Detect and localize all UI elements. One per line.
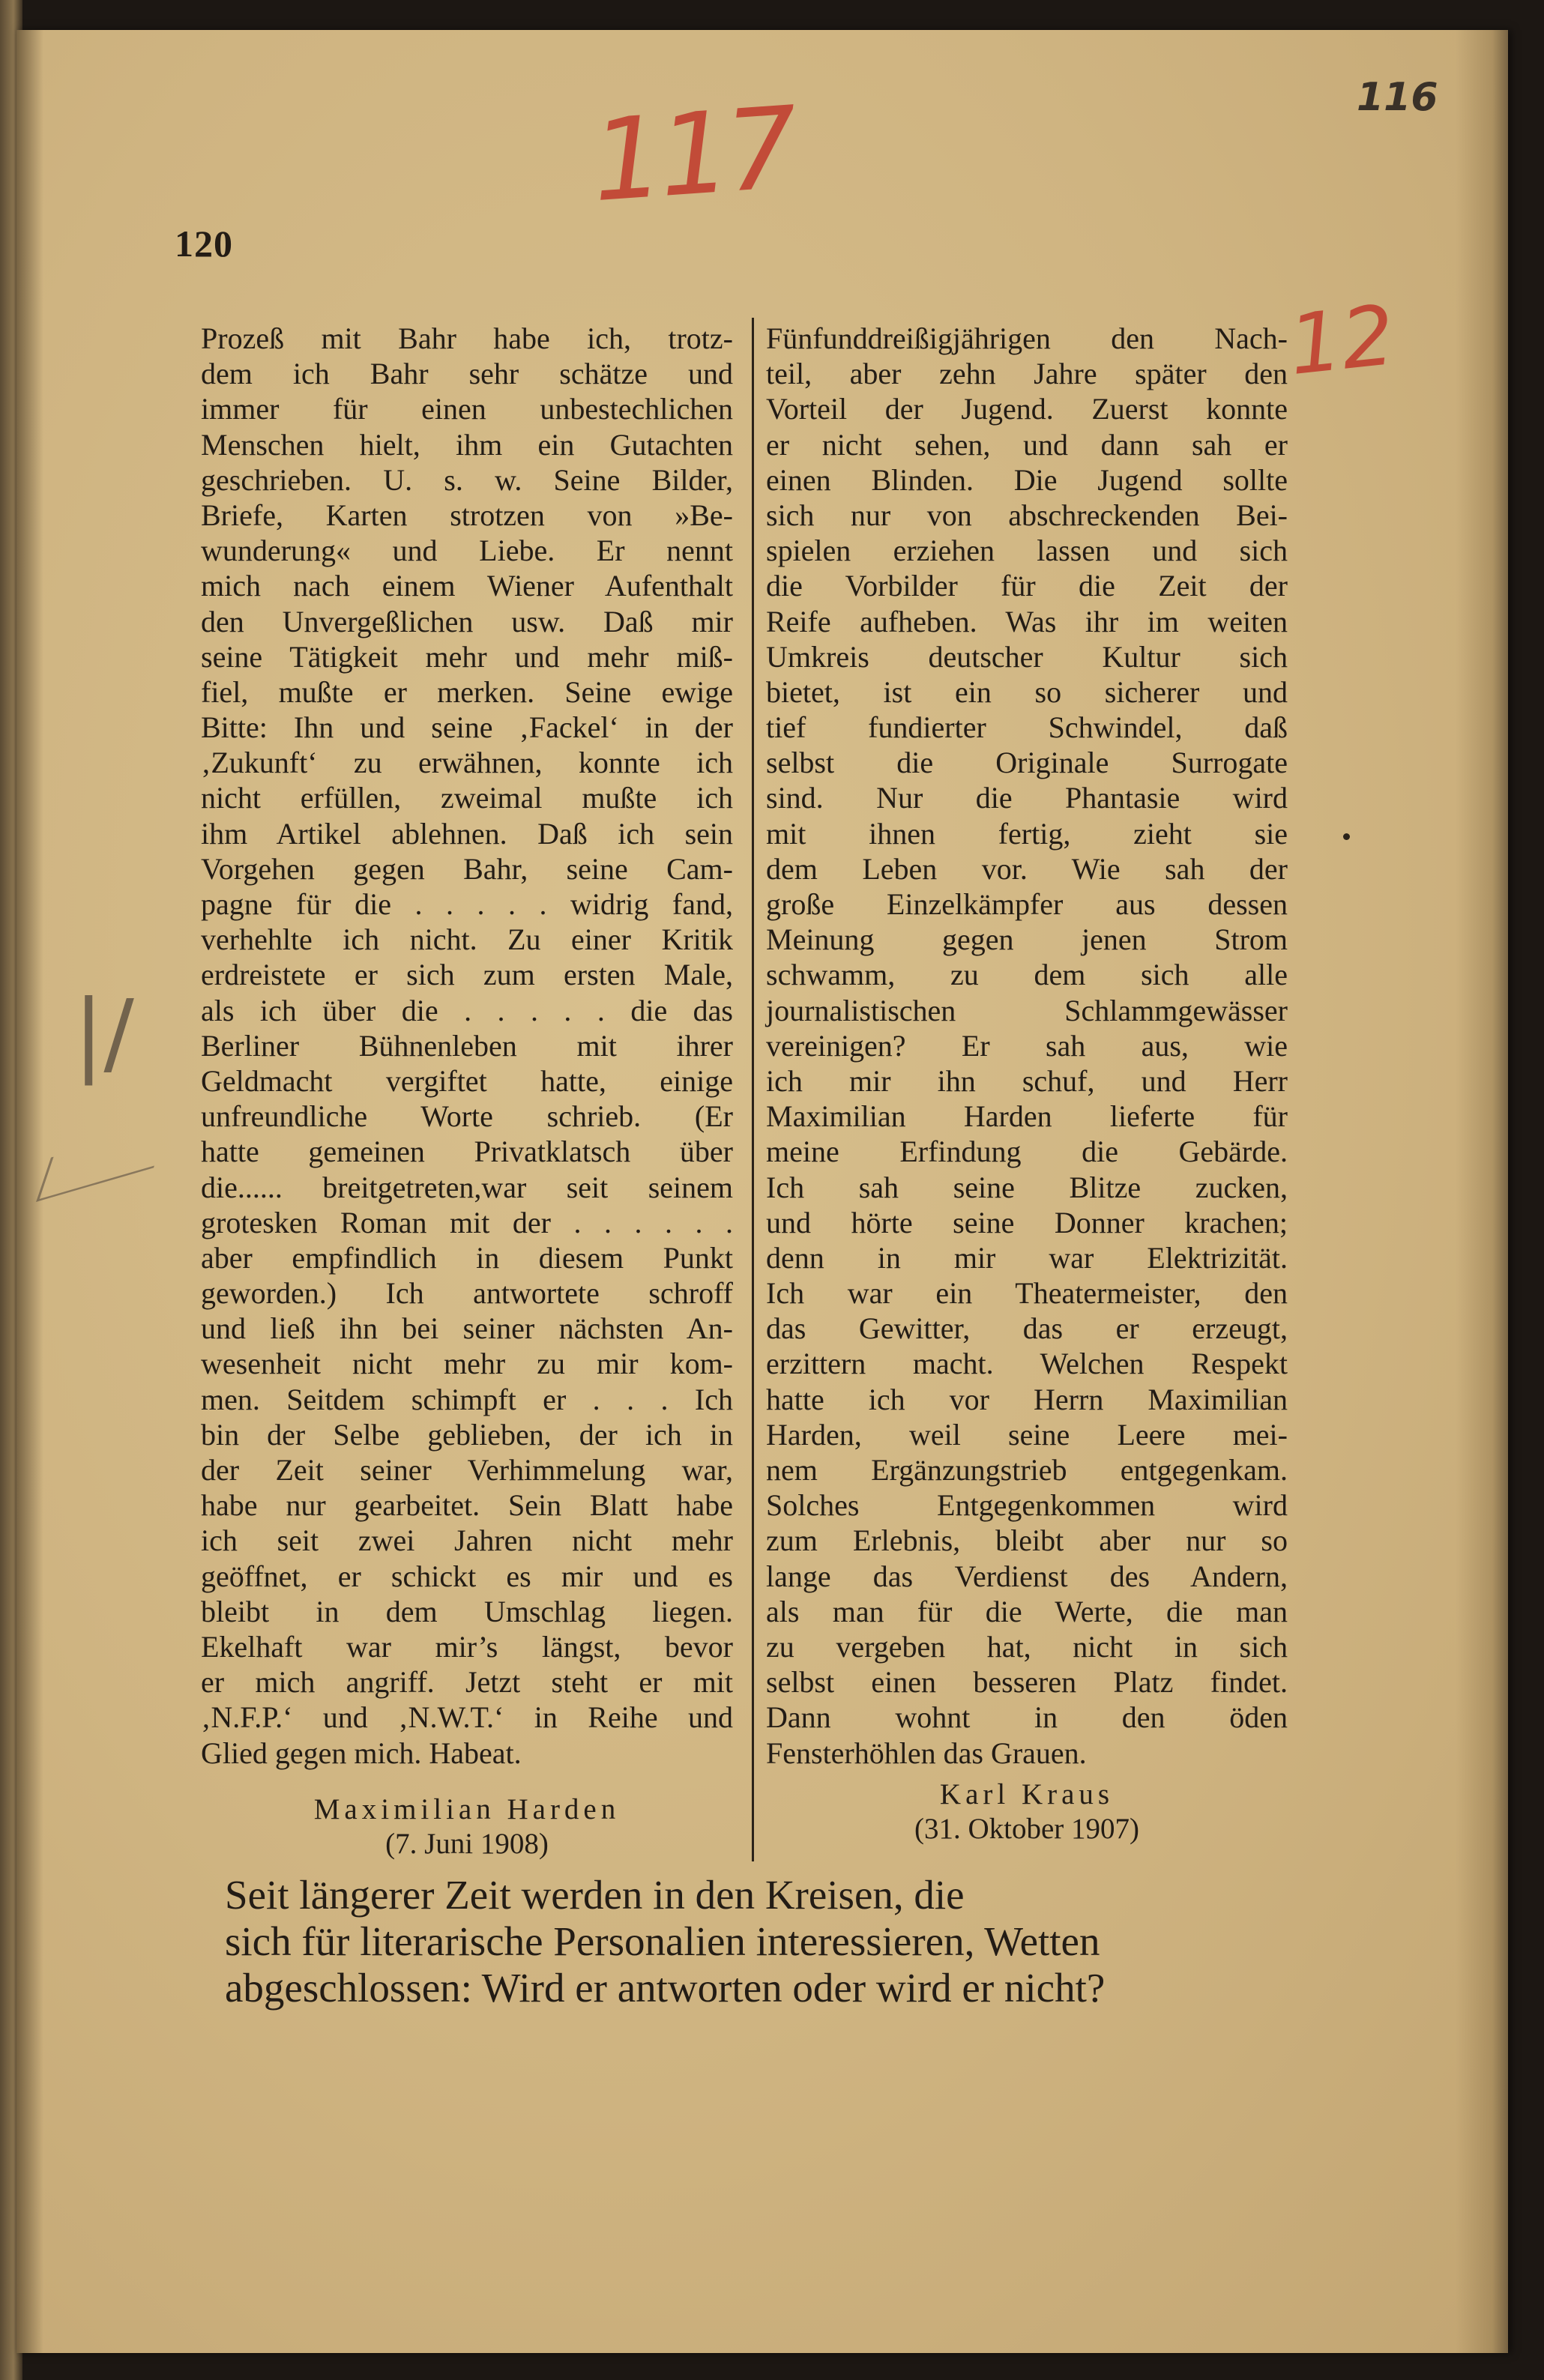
- text-line: den Unvergeßlichen usw. Daß mir: [201, 604, 733, 638]
- text-line: men. Seitdem schimpft er . . . Ich: [201, 1382, 733, 1416]
- text-line: das Gewitter, das er erzeugt,: [766, 1311, 1288, 1346]
- text-line: Bitte: Ihn und seine ‚Fackel‘ in der: [201, 710, 733, 745]
- signature-date: (7. Juni 1908): [385, 1828, 549, 1860]
- text-line: der Zeit seiner Verhimmelung war,: [201, 1453, 733, 1487]
- text-line: große Einzelkämpfer aus dessen: [766, 887, 1288, 921]
- text-line: mit ihnen fertig, zieht sie: [766, 816, 1288, 851]
- text-line: Geldmacht vergiftet hatte, einige: [201, 1063, 733, 1098]
- signature-harden: [201, 1792, 733, 1861]
- text-line: Ekelhaft war mir’s längst, bevor: [201, 1629, 733, 1664]
- column-divider: [752, 318, 754, 1861]
- text-line: Vorgehen gegen Bahr, seine Cam-: [201, 851, 733, 886]
- red-page-annotation: 117: [588, 82, 798, 228]
- text-line: bleibt in dem Umschlag liegen.: [201, 1594, 733, 1628]
- text-line: pagne für die . . . . . widrig fand,: [201, 887, 733, 921]
- text-line: dem Leben vor. Wie sah der: [766, 851, 1288, 886]
- text-line: bin der Selbe geblieben, der ich in: [201, 1417, 733, 1452]
- text-line: habe nur gearbeitet. Sein Blatt habe: [201, 1488, 733, 1523]
- text-line: verhehlte ich nicht. Zu einer Kritik: [201, 922, 733, 957]
- text-line: bietet, ist ein so sicherer und: [766, 674, 1288, 709]
- text-line: hatte ich vor Herrn Maximilian: [766, 1382, 1288, 1416]
- text-line: fiel, mußte er merken. Seine ewige: [201, 674, 733, 709]
- signature-name: Maximilian Harden: [313, 1793, 621, 1825]
- text-line: ‚Zukunft‘ zu erwähnen, konnte ich: [201, 746, 733, 780]
- page-number: 120: [175, 223, 233, 265]
- text-line: er mich angriff. Jetzt steht er mit: [201, 1665, 733, 1700]
- text-line: erdreistete er sich zum ersten Male,: [201, 958, 733, 992]
- text-line: Reife aufheben. Was ihr im weiten: [766, 604, 1288, 638]
- text-line: Solches Entgegenkommen wird: [766, 1488, 1288, 1523]
- text-line: geschrieben. U. s. w. Seine Bilder,: [201, 462, 733, 497]
- text-line: Prozeß mit Bahr habe ich, trotz-: [201, 321, 733, 355]
- text-line: zu vergeben hat, nicht in sich: [766, 1629, 1288, 1664]
- signature-kraus: [766, 1778, 1288, 1846]
- text-line: denn in mir war Elektrizität.: [766, 1240, 1288, 1275]
- text-line: er nicht sehen, und dann sah er: [766, 427, 1288, 462]
- text-line: nicht erfüllen, zweimal mußte ich: [201, 781, 733, 815]
- text-line: selbst die Originale Surrogate: [766, 746, 1288, 780]
- text-line: Fensterhöhlen das Grauen.: [766, 1736, 1087, 1770]
- text-line: hatte gemeinen Privatklatsch über: [201, 1135, 733, 1169]
- text-line: als ich über die . . . . . die das: [201, 993, 733, 1027]
- text-line: geöffnet, er schickt es mir und es: [201, 1559, 733, 1593]
- text-line: sich für literarische Personalien interessieren, Wetten: [225, 1918, 1100, 1964]
- text-line: und ließ ihn bei seiner nächsten An-: [201, 1311, 733, 1346]
- text-line: zum Erlebnis, bleibt aber nur so: [766, 1523, 1288, 1558]
- text-line: Seit längerer Zeit werden in den Kreisen, die: [225, 1872, 965, 1918]
- signature-name: Karl Kraus: [939, 1778, 1115, 1810]
- text-line: spielen erziehen lassen und sich: [766, 534, 1288, 568]
- text-line: immer für einen unbestechlichen: [201, 392, 733, 426]
- text-line: lange das Verdienst des Andern,: [766, 1559, 1288, 1593]
- text-line: tief fundierter Schwindel, daß: [766, 710, 1288, 745]
- text-line: ‚N.F.P.‘ und ‚N.W.T.‘ in Reihe und: [201, 1700, 733, 1735]
- text-line: Fünfunddreißigjährigen den Nach-: [766, 321, 1288, 355]
- text-line: Maximilian Harden lieferte für: [766, 1099, 1288, 1134]
- text-line: teil, aber zehn Jahre später den: [766, 357, 1288, 391]
- text-line: seine Tätigkeit mehr und mehr miß-: [201, 639, 733, 674]
- page-edge-shadow: [1456, 30, 1508, 2353]
- text-line: die Vorbilder für die Zeit der: [766, 569, 1288, 603]
- pencil-page-annotation: 116: [1357, 75, 1438, 120]
- ink-dot: [1343, 833, 1350, 840]
- text-line: die...... breitgetreten,war seit seinem: [201, 1170, 733, 1204]
- text-line: einen Blinden. Die Jugend sollte: [766, 462, 1288, 497]
- closing-paragraph: [225, 1872, 1304, 2011]
- text-line: unfreundliche Worte schrieb. (Er: [201, 1099, 733, 1134]
- text-line: mich nach einem Wiener Aufenthalt: [201, 569, 733, 603]
- text-line: Menschen hielt, ihm ein Gutachten: [201, 427, 733, 462]
- text-line: ich seit zwei Jahren nicht mehr: [201, 1523, 733, 1558]
- text-line: Ich sah seine Blitze zucken,: [766, 1170, 1288, 1204]
- text-line: aber empfindlich in diesem Punkt: [201, 1240, 733, 1275]
- text-line: wesenheit nicht mehr zu mir kom-: [201, 1347, 733, 1381]
- text-line: abgeschlossen: Wird er antworten oder wird er nicht?: [225, 1965, 1106, 2011]
- text-line: Vorteil der Jugend. Zuerst konnte: [766, 392, 1288, 426]
- text-line: Briefe, Karten strotzen von »Be-: [201, 498, 733, 532]
- text-line: Glied gegen mich. Habeat.: [201, 1736, 522, 1770]
- text-line: Ich war ein Theatermeister, den: [766, 1276, 1288, 1311]
- text-line: meine Erfindung die Gebärde.: [766, 1135, 1288, 1169]
- red-margin-mark: 12: [1284, 287, 1399, 393]
- text-line: Dann wohnt in den öden: [766, 1700, 1288, 1735]
- text-line: sind. Nur die Phantasie wird: [766, 781, 1288, 815]
- text-line: ich mir ihn schuf, und Herr: [766, 1063, 1288, 1098]
- text-line: erzittern macht. Welchen Respekt: [766, 1347, 1288, 1381]
- text-line: dem ich Bahr sehr schätze und: [201, 357, 733, 391]
- text-line: Harden, weil seine Leere mei-: [766, 1417, 1288, 1452]
- text-line: sich nur von abschreckenden Bei-: [766, 498, 1288, 532]
- text-line: Meinung gegen jenen Strom: [766, 922, 1288, 957]
- text-line: schwamm, zu dem sich alle: [766, 958, 1288, 992]
- left-column-text: [201, 321, 733, 1771]
- left-margin-pencil-mark: |/: [73, 982, 134, 1086]
- text-line: und hörte seine Donner krachen;: [766, 1205, 1288, 1239]
- text-line: ihm Artikel ablehnen. Daß ich sein: [201, 816, 733, 851]
- text-line: selbst einen besseren Platz findet.: [766, 1665, 1288, 1700]
- text-line: Berliner Bühnenleben mit ihrer: [201, 1028, 733, 1063]
- text-line: geworden.) Ich antwortete schroff: [201, 1276, 733, 1311]
- signature-date: (31. Oktober 1907): [914, 1813, 1140, 1845]
- text-line: Umkreis deutscher Kultur sich: [766, 639, 1288, 674]
- text-line: wunderung« und Liebe. Er nennt: [201, 534, 733, 568]
- text-line: nem Ergänzungstrieb entgegenkam.: [766, 1453, 1288, 1487]
- text-line: grotesken Roman mit der . . . . . .: [201, 1205, 733, 1239]
- text-line: journalistischen Schlammgewässer: [766, 993, 1288, 1027]
- text-line: vereinigen? Er sah aus, wie: [766, 1028, 1288, 1063]
- text-line: als man für die Werte, die man: [766, 1594, 1288, 1628]
- right-column-text: [766, 321, 1288, 1771]
